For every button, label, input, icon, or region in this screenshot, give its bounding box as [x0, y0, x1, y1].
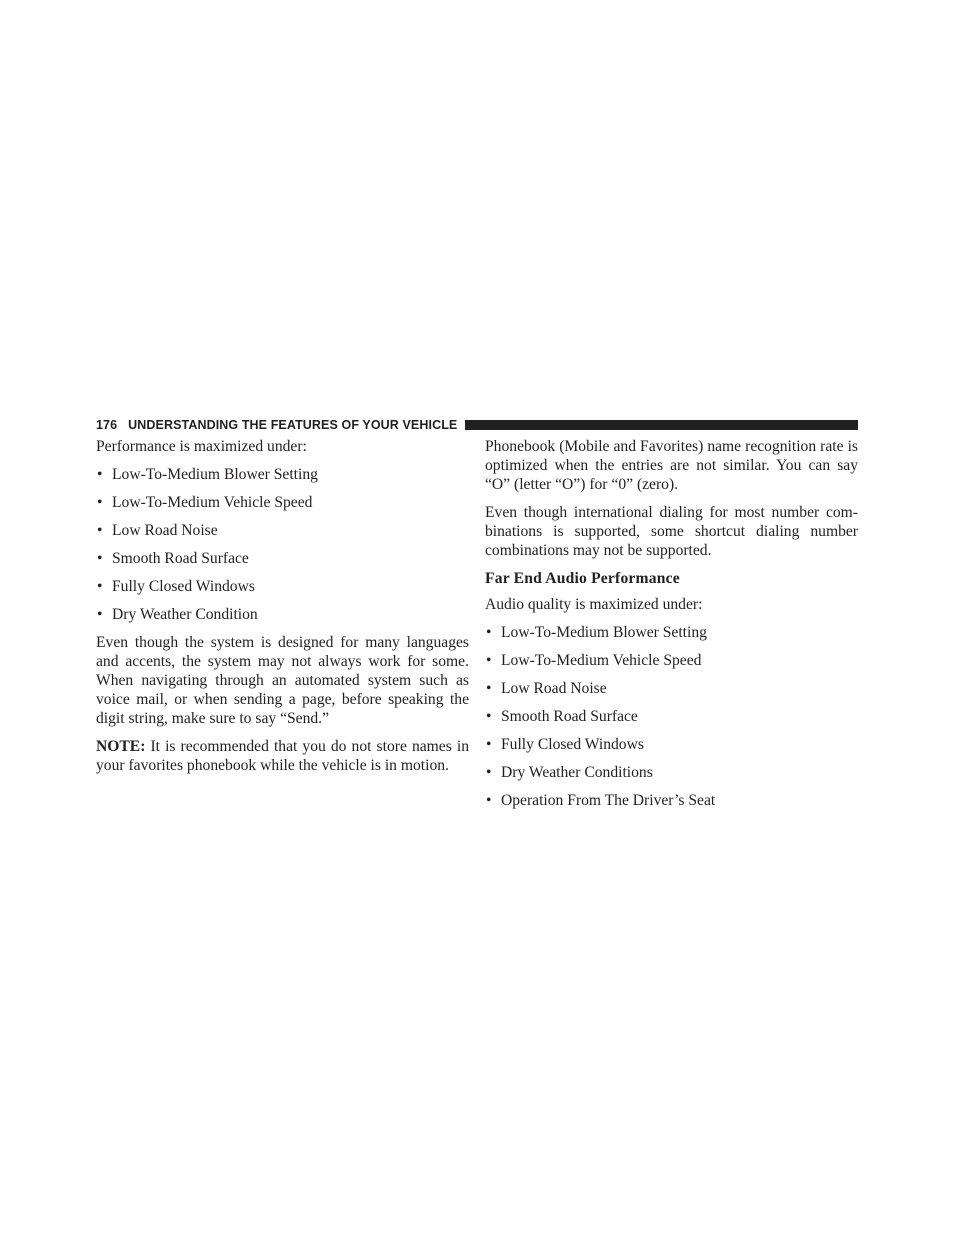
dialing-paragraph: Even though international dialing for most number com-binations is supported, some shortcut dialing number combinations may not be supported.: [485, 504, 858, 559]
list-item: • Low Road Noise: [97, 522, 218, 539]
page-number: 176: [96, 418, 118, 432]
list-item: • Operation From The Driver’s Seat: [486, 792, 716, 809]
bullet-icon: •: [97, 522, 103, 539]
bullet-icon: •: [97, 494, 103, 511]
note-label: NOTE:: [96, 738, 146, 755]
bullet-icon: •: [97, 578, 103, 595]
list-item: • Low-To-Medium Vehicle Speed: [97, 494, 313, 511]
bullet-icon: •: [486, 792, 492, 809]
right-column: [485, 437, 858, 819]
list-item: • Low-To-Medium Vehicle Speed: [486, 652, 702, 669]
audio-list: [485, 623, 858, 810]
page-header: [96, 418, 858, 432]
bullet-icon: •: [97, 550, 103, 567]
bullet-icon: •: [97, 466, 103, 483]
note-paragraph: [96, 737, 469, 775]
bullet-icon: •: [486, 736, 492, 753]
list-item: • Low-To-Medium Blower Setting: [486, 624, 707, 641]
section-title: UNDERSTANDING THE FEATURES OF YOUR VEHICLE: [128, 418, 458, 432]
note-text: It is recommended that you do not store names in your favorites phonebook while the vehicle is in motion.: [96, 738, 469, 774]
bullet-icon: •: [97, 606, 103, 623]
performance-list: [96, 465, 469, 624]
audio-intro: Audio quality is maximized under:: [485, 596, 703, 613]
bullet-icon: •: [486, 708, 492, 725]
bullet-icon: •: [486, 764, 492, 781]
list-item: • Dry Weather Conditions: [486, 764, 653, 781]
list-item: • Smooth Road Surface: [97, 550, 249, 567]
list-item: • Smooth Road Surface: [486, 708, 638, 725]
list-item: • Dry Weather Condition: [97, 606, 258, 623]
header-rule: [465, 420, 858, 430]
bullet-icon: •: [486, 624, 492, 641]
languages-paragraph: Even though the system is designed for many languages and accents, the system may not always work for some. When navigating through an automated system such as voice mail, or when sending a page, before speaking the digit string, make sure to say “Send.”: [96, 634, 469, 727]
list-item: • Low-To-Medium Blower Setting: [97, 466, 318, 483]
list-item: • Low Road Noise: [486, 680, 607, 697]
phonebook-paragraph: Phonebook (Mobile and Favorites) name recognition rate is optimized when the entries are not similar. You can say “O” (letter “O”) for “0” (zero).: [485, 438, 858, 493]
left-column: [96, 437, 469, 784]
bullet-icon: •: [486, 680, 492, 697]
performance-intro: Performance is maximized under:: [96, 438, 307, 455]
far-end-audio-heading: Far End Audio Performance: [485, 570, 680, 587]
bullet-icon: •: [486, 652, 492, 669]
list-item: • Fully Closed Windows: [97, 578, 255, 595]
list-item: • Fully Closed Windows: [486, 736, 644, 753]
